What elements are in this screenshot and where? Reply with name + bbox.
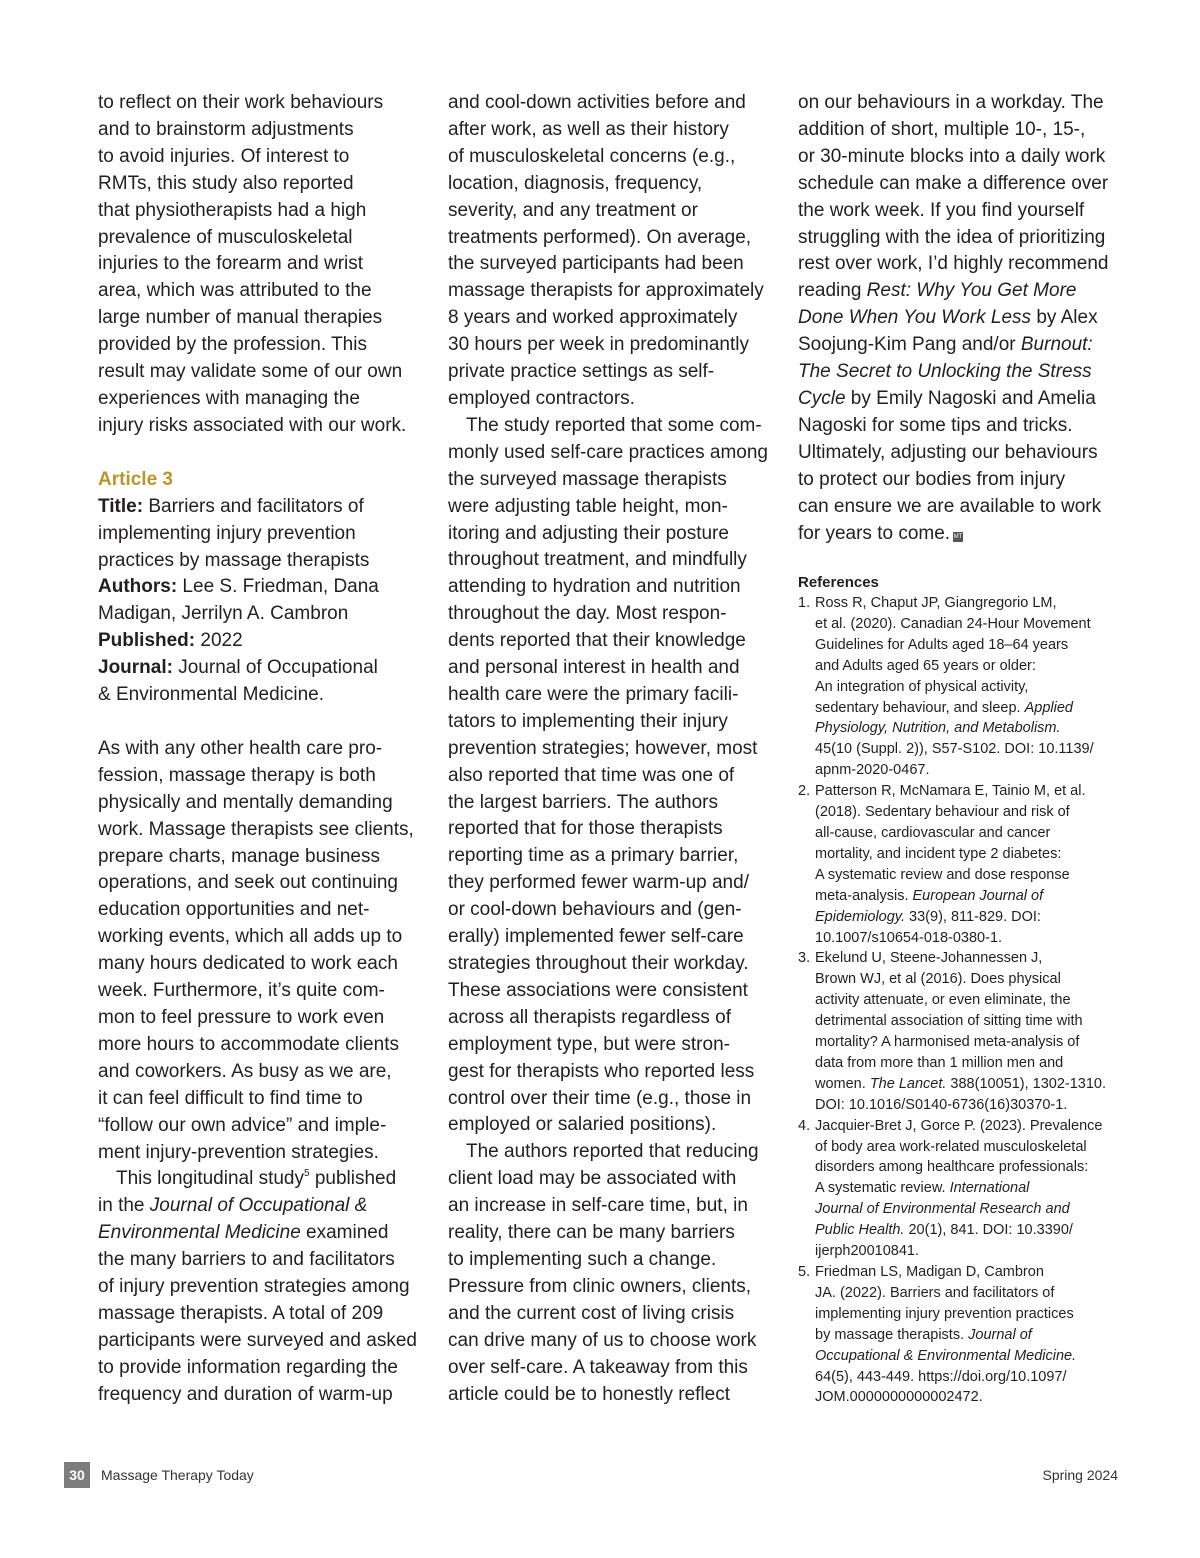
reference-number: 5. — [798, 1264, 811, 1280]
reference-number: 1. — [798, 595, 811, 611]
reference-journal: Applied Physiology, Nutrition, and Metabolism. — [815, 699, 1073, 737]
reference-tail: 64(5), 443-449. https://doi.org/10.1097/ JOM.0000000000002472. — [815, 1368, 1067, 1406]
reference-item — [798, 781, 1128, 948]
page-number: 30 — [64, 1462, 90, 1488]
text-run: by Emily Nagoski and Amelia Nagoski for some tips and tricks. Ultimately, adjusting our behaviours to protect our bodies from injury can ensure we are available to work for years to come. — [798, 387, 1102, 544]
paragraph: to reflect on their work behaviours and to brainstorm adjustments to avoid injuries. Of interest to RMTs, this study also reported that physiotherapists had a high prevalence of musculoskeletal injuries to the forearm and wrist area, which was attributed to the large number of manual therapies provided by the profession. This result may validate some of our own experiences with managing the injury risks associated with our work. — [98, 92, 407, 436]
reference-item — [798, 593, 1128, 781]
authors-label: Authors: — [98, 576, 178, 598]
text-run: published in the — [98, 1168, 397, 1217]
reference-text: Patterson R, McNamara E, Tainio M, et al. (2018). Sedentary behaviour and risk of all-cause, cardiovascular and cancer mortality, and incident type 2 diabetes: A systematic review and dose response meta-analysis. — [815, 783, 1086, 904]
reference-journal: European Journal of Epidemiology. — [815, 887, 1044, 925]
title-label: Title: — [98, 495, 144, 517]
article-meta — [98, 494, 424, 709]
title-value: Barriers and facilitators of implementing injury prevention practices by massage therapists — [98, 495, 370, 571]
column-2 — [448, 90, 778, 1408]
reference-tail: 33(9), 811-829. DOI: 10.1007/s10654-018-0380-1. — [815, 908, 1041, 946]
article-heading: Article 3 — [98, 468, 173, 490]
paragraph — [98, 1166, 424, 1408]
text-run: on our behaviours in a workday. The addition of short, multiple 10-, 15-, or 30-minute blocks into a daily work schedule can make a difference over the work week. If you find yourself struggling with the idea of prioritizing rest over work, I’d highly recommend reading — [798, 92, 1109, 302]
reference-text: Ross R, Chaput JP, Giangregorio LM, et al. (2020). Canadian 24-Hour Movement Guidelines for Adults aged 18–64 years and Adults aged 65 years or older: An integration of physical activity, sedentary behaviour, and sleep. — [815, 595, 1091, 716]
reference-item — [798, 1116, 1128, 1262]
reference-journal: International Journal of Environmental Research and Public Health. — [815, 1180, 1070, 1239]
reference-text: Ekelund U, Steene-Johannessen J, Brown WJ, et al (2016). Does physical activity attenuate, or even eliminate, the detrimental association of sitting time with mortality? A harmonised meta-analysis of data from more than 1 million men and women. — [815, 950, 1083, 1092]
reference-item — [798, 948, 1128, 1115]
book-title: Burnout: The Secret to Unlocking the Stress Cycle — [798, 334, 1093, 409]
reference-tail: 45(10 (Suppl. 2)), S57-S102. DOI: 10.1139/ apnm-2020-0467. — [815, 741, 1094, 779]
journal-label: Journal: — [98, 657, 173, 679]
journal-value: Journal of Occupational & Environmental Medicine. — [98, 657, 378, 706]
paragraph: and cool-down activities before and after work, as well as their history of musculoskeletal concerns (e.g., location, diagnosis, frequency, severity, and any treatment or treatments performed). On average, the surveyed participants had been massage therapists for approximately 8 years and worked approximately 30 hours per week in predominantly private practice settings as self- employed contractors. — [448, 92, 764, 409]
issue-label: Spring 2024 — [1042, 1467, 1118, 1483]
reference-text: Friedman LS, Madigan D, Cambron JA. (2022). Barriers and facilitators of implementing injury prevention practices by massage therapists. — [815, 1264, 1074, 1343]
column-1 — [98, 90, 424, 1409]
text-run: examined the many barriers to and facilitators of injury prevention strategies among massage therapists. A total of 209 participants were surveyed and asked to provide information regarding the frequency and duration of warm-up — [98, 1222, 417, 1405]
reference-number: 4. — [798, 1117, 811, 1134]
authors-value: Lee S. Friedman, Dana Madigan, Jerrilyn A. Cambron — [98, 576, 379, 625]
page-footer — [64, 1462, 1118, 1488]
published-label: Published: — [98, 630, 196, 652]
reference-number: 3. — [798, 950, 811, 967]
paragraph: The authors reported that reducing client load may be associated with an increase in self-care time, but, in reality, there can be many barriers to implementing such a change. Pressure from clinic owners, clients, and the current cost of living crisis can drive many of us to choose work over self-care. A takeaway from this article could be to honestly reflect — [448, 1141, 759, 1405]
citation-superscript: 5 — [304, 1168, 310, 1180]
reference-number: 2. — [798, 783, 811, 800]
reference-journal: Journal of Occupational & Environmental Medicine. — [815, 1326, 1077, 1364]
reference-journal: The Lancet. — [869, 1075, 947, 1092]
reference-item — [798, 1262, 1128, 1408]
column-3 — [798, 90, 1128, 547]
published-value: 2022 — [195, 630, 243, 652]
paragraph — [798, 90, 1128, 547]
references-section — [798, 573, 1128, 1408]
journal-name: Journal of Occupational & Environmental Medicine — [98, 1195, 368, 1244]
paragraph: As with any other health care pro- fession, massage therapy is both physically and mentally demanding work. Massage therapists see clients, prepare charts, manage business operations, and seek out continuing education opportunities and net- working events, which all adds up to many hours dedicated to work each week. Furthermore, it’s quite com- mon to feel pressure to work even more hours to accommodate clients and coworkers. As busy as we are, it can feel difficult to find time to “follow our own advice” and imple- ment injury-prevention strategies. — [98, 737, 414, 1163]
reference-tail: 20(1), 841. DOI: 10.3390/ ijerph20010841. — [815, 1222, 1073, 1260]
paragraph: The study reported that some com- monly used self-care practices among the surveyed massage therapists were adjusting table height, mon- itoring and adjusting their posture throughout treatment, and mindfully attending to hydration and nutrition throughout the day. Most respon- dents reported that their knowledge and personal interest in health and health care were the primary facili- tators to implementing their injury prevention strategies; however, most also reported that time was one of the largest barriers. The authors reported that for those therapists reporting time as a primary barrier, they performed fewer warm-up and/ or cool-down behaviours and (gen- erally) implemented fewer self-care strategies throughout their workday. These associations were consistent across all therapists regardless of employment type, but were stron- gest for therapists who reported less control over their time (e.g., those in employed or salaried positions). — [448, 414, 768, 1136]
text-run: by Alex Soojung-Kim Pang and/or — [798, 307, 1098, 356]
magazine-name: Massage Therapy Today — [101, 1467, 254, 1483]
reference-text: Jacquier-Bret J, Gorce P. (2023). Prevalence of body area work-related musculoskeletal disorders among healthcare professionals: A systematic review. — [815, 1117, 1103, 1197]
reference-tail: 388(10051), 1302-1310. DOI: 10.1016/S0140-6736(16)30370-1. — [815, 1075, 1107, 1113]
text-run: This longitudinal study — [116, 1168, 304, 1190]
end-mark-icon: MT — [953, 533, 963, 540]
book-title: Rest: Why You Get More Done When You Work Less — [798, 280, 1077, 329]
references-heading: References — [798, 574, 879, 591]
references-list — [798, 593, 1128, 1408]
